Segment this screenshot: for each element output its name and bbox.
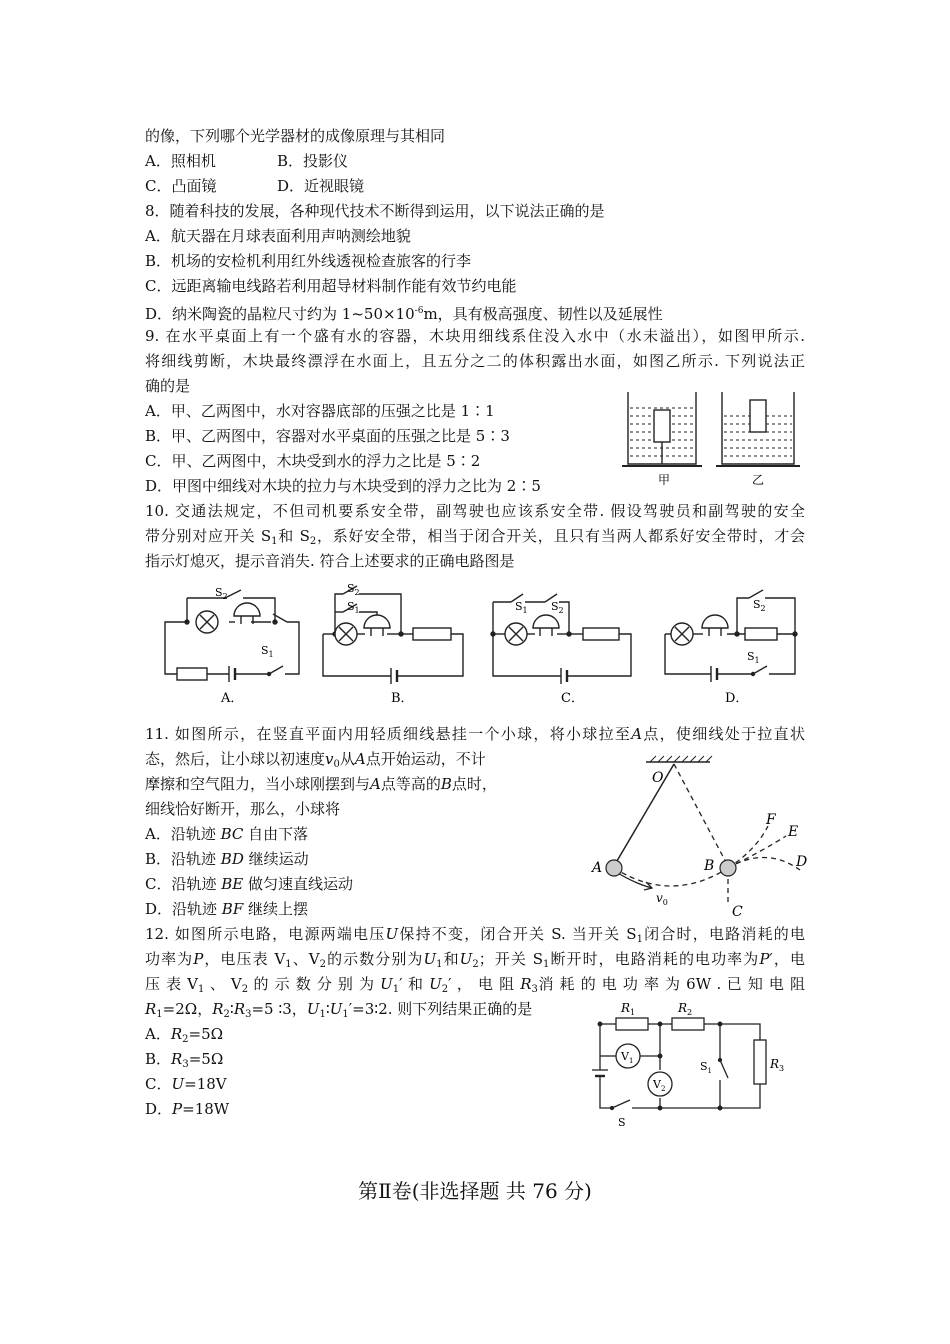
q12-s2P2: P <box>759 950 770 968</box>
q12-s3f: 消 耗 的 电 功 率 为 6W . 已 知 电 阻 <box>537 975 805 993</box>
q11-option-c <box>145 872 353 896</box>
q8-d-pre: D．纳米陶瓷的晶粒尺寸约为 1~50×10 <box>145 305 415 323</box>
label-r3: $R_3$ <box>770 1057 785 1073</box>
q11-s2b: 从 <box>339 750 355 768</box>
q12-s2U2: U <box>459 950 473 968</box>
q11-b-post: 继续运动 <box>243 850 309 868</box>
q12-s3U2: U <box>429 975 442 993</box>
q12-s4c: =5 ∶3， <box>251 1000 307 1018</box>
circuit-b-s2: $S_2$ <box>347 582 360 597</box>
q12-s3e: ′ ， 电 阻 <box>448 975 515 993</box>
q12-s2n1c: 1 <box>543 959 550 970</box>
q11-a-pre: A．沿轨迹 <box>145 825 221 843</box>
q12-s2P: P <box>193 950 204 968</box>
pt-c: C <box>732 904 743 920</box>
label-b: B． <box>391 691 414 706</box>
q12-s4n1c: 1 <box>342 1009 349 1020</box>
q12-s4d: ∶ <box>325 1000 330 1018</box>
q12-s4b: ∶ <box>229 1000 234 1018</box>
q12-b-pre: B． <box>145 1050 172 1068</box>
q11-s3a: 摩擦和空气阻力，当小球刚摆到与 <box>145 775 371 793</box>
q10-sub2: 2 <box>309 536 317 547</box>
label-v1: $V_1$ <box>621 1050 634 1065</box>
q12-s3n1: 1 <box>198 984 205 995</box>
q7-options-row2 <box>145 174 365 198</box>
circuit-d-s1: $S_1$ <box>747 650 760 665</box>
label-d: D． <box>725 691 749 706</box>
q7-option-b: B．投影仪 <box>277 152 349 170</box>
q12-circuit-figure <box>588 998 788 1132</box>
pt-f: F <box>766 812 776 828</box>
label-jia: 甲 <box>658 473 671 487</box>
q11-d-post: 继续上摆 <box>243 900 309 918</box>
q12-d-post: =18W <box>182 1100 230 1118</box>
q10-sub1: 1 <box>271 536 278 547</box>
q11-s1c: 点，使细线处于拉直状 <box>642 725 805 743</box>
q12-d-pre: D． <box>145 1100 173 1118</box>
q11-s2v: v <box>325 750 334 768</box>
q12-s2b: ，电压表 V <box>203 950 286 968</box>
container-yi <box>716 392 800 466</box>
q11-b-em: BD <box>220 850 244 868</box>
q11-stem-line4: 细线恰好断开，那么，小球将 <box>145 800 341 818</box>
q12-s4n2: 2 <box>223 1009 230 1020</box>
q9-stem-line3: 确的是 <box>145 377 191 395</box>
q11-option-d <box>145 897 308 921</box>
q11-c-pre: C．沿轨迹 <box>145 875 222 893</box>
q11-s3c: 点等高的 <box>380 775 441 793</box>
q9-option-a: A．甲、乙两图中，水对容器底部的压强之比是 1∶1 <box>145 402 495 420</box>
q11-c-post: 做匀速直线运动 <box>243 875 354 893</box>
pt-a: A <box>592 860 603 876</box>
q12-s4a: =2Ω， <box>162 1000 213 1018</box>
q11-d-pre: D．沿轨迹 <box>145 900 222 918</box>
q11-s3e: 点时， <box>451 775 497 793</box>
q12-s3U1: U <box>380 975 393 993</box>
q12-c-pre: C． <box>145 1075 172 1093</box>
label-s: S <box>618 1116 626 1129</box>
q12-s2n2: 2 <box>319 959 327 970</box>
q12-s2a: 功率为 <box>145 950 194 968</box>
q11-stem-line3 <box>145 772 497 796</box>
q12-s1c: 闭合时，电路消耗的电 <box>642 925 805 943</box>
q11-s2d: 点开始运动，不计 <box>365 750 486 768</box>
q12-s2d: 的示数分别为 <box>326 950 424 968</box>
q12-c-post: =18V <box>184 1075 227 1093</box>
q11-s2vsub: 0 <box>333 759 340 770</box>
q8-option-a: A．航天器在月球表面利用声呐测绘地貌 <box>145 227 411 245</box>
q8-d-post: m，具有极高强度、韧性以及延展性 <box>423 305 663 323</box>
q8-option-c: C．远距离输电线路若利用超导材料制作能有效节约电能 <box>145 277 517 295</box>
q12-a-post: =5Ω <box>188 1025 224 1043</box>
q10-s2a: 带分别对应开关 S <box>145 527 272 545</box>
q10-stem-line3: 指示灯熄灭，提示音消失. 符合上述要求的正确电路图是 <box>145 552 515 570</box>
q12-b-em: R <box>171 1050 183 1068</box>
q7-option-d: D．近视眼镜 <box>277 177 365 195</box>
label-v2: $V_2$ <box>653 1078 666 1093</box>
q12-s4e: ′=3∶2. 则下列结果正确的是 <box>348 1000 533 1018</box>
q11-s1b: A <box>631 725 643 743</box>
q11-pendulum-figure <box>586 754 816 922</box>
q12-s3n2: 2 <box>241 984 249 995</box>
q12-s4n1: 1 <box>156 1009 163 1020</box>
q7-stem-tail: 的像，下列哪个光学器材的成像原理与其相同 <box>145 127 446 145</box>
q12-s3c: 的 示 数 分 别 为 <box>248 975 375 993</box>
circuit-a <box>165 590 299 682</box>
pt-e: E <box>788 824 799 840</box>
q9-option-b: B．甲、乙两图中，容器对水平桌面的压强之比是 5∶3 <box>145 427 510 445</box>
pt-v0: $v_0$ <box>656 891 668 907</box>
q12-s1U: U <box>385 925 399 943</box>
q10-circuit-figures <box>155 578 815 710</box>
q12-d-em: P <box>172 1100 183 1118</box>
q12-s4R3: R <box>233 1000 246 1018</box>
circuit-a-s1: $S_1$ <box>261 644 274 659</box>
circuit-a-s2: $S_2$ <box>215 586 228 601</box>
q11-stem-line1 <box>145 722 805 746</box>
q10-stem-line1: 10. 交通法规定，不但司机要系安全带，副驾驶也应该系安全带. 假设驾驶员和副驾驶的安全 <box>145 502 805 520</box>
q7-options-row1 <box>145 149 349 173</box>
q7-option-c: C．凸面镜 <box>145 177 217 195</box>
label-s1: $S_1$ <box>700 1060 713 1075</box>
q12-c-em: U <box>171 1075 185 1093</box>
q12-s2n1: 1 <box>285 959 292 970</box>
label-c: C． <box>561 691 584 706</box>
q12-s2U1: U <box>423 950 437 968</box>
q12-b-sub: 3 <box>182 1059 189 1070</box>
q12-s4U1: U <box>306 1000 320 1018</box>
q8-option-b: B．机场的安检机利用红外线透视检查旅客的行李 <box>145 252 472 270</box>
q11-a-em: BC <box>220 825 244 843</box>
q12-s3a: 压 表 V <box>145 975 199 993</box>
pt-b: B <box>704 858 715 874</box>
q11-s2c: A <box>354 750 366 768</box>
label-r1: $R_1$ <box>621 1001 636 1017</box>
q11-option-b <box>145 847 309 871</box>
q9-stem-line2: 将细线剪断，木块最终漂浮在水面上，且五分之二的体积露出水面，如图乙所示. 下列说法正 <box>145 352 805 370</box>
q12-s4U2: U <box>329 1000 343 1018</box>
q12-s4R1: R <box>145 1000 157 1018</box>
q9-stem-line1: 9. 在水平桌面上有一个盛有水的容器，木块用细线系住没入水中（水未溢出），如图甲所示. <box>145 327 805 345</box>
circuit-b-s1: $S_1$ <box>347 600 360 615</box>
q11-s1a: 11. 如图所示，在竖直平面内用轻质细线悬挂一个小球，将小球拉至 <box>145 725 632 743</box>
pt-d: D <box>796 854 808 870</box>
q12-s1a: 12. 如图所示电路，电源两端电压 <box>145 925 386 943</box>
q12-s2f: ；开关 S <box>478 950 543 968</box>
circuit-d-s2: $S_2$ <box>753 598 766 613</box>
q12-s1b: 保持不变，闭合开关 S. 当开关 S <box>398 925 637 943</box>
q12-s1sub: 1 <box>636 934 643 945</box>
q12-s2g: 断开时，电路消耗的电功率为 <box>549 950 760 968</box>
q12-s4n3: 3 <box>245 1009 252 1020</box>
q11-option-a <box>145 822 308 846</box>
q8-option-d <box>145 299 663 326</box>
q12-s2n1b: 1 <box>436 959 443 970</box>
q10-s2c: ，系好安全带，相当于闭合开关，且只有当两人都系好安全带时，才会 <box>316 527 805 545</box>
q12-s3R: R <box>520 975 532 993</box>
q9-container-figure <box>618 384 808 488</box>
q12-s3d: ′ 和 <box>399 975 424 993</box>
q8-stem: 8．随着科技的发展，各种现代技术不断得到运用，以下说法正确的是 <box>145 202 605 220</box>
q12-s2h: ′，电 <box>769 950 805 968</box>
circuit-c-s2: $S_2$ <box>551 600 564 615</box>
q12-option-c <box>145 1072 227 1096</box>
section-title: 第Ⅱ卷(非选择题 共 76 分) <box>358 1179 592 1203</box>
q11-a-post: 自由下落 <box>243 825 309 843</box>
q12-a-pre: A． <box>145 1025 171 1043</box>
q12-a-em: R <box>170 1025 183 1043</box>
q11-b-pre: B．沿轨迹 <box>145 850 221 868</box>
label-yi: 乙 <box>752 473 765 487</box>
q10-s2b: 和 S <box>277 527 310 545</box>
q12-s3b: 、 V <box>204 975 242 993</box>
q9-option-d: D．甲图中细线对木块的拉力与木块受到的浮力之比为 2∶5 <box>145 477 541 495</box>
pt-o: O <box>652 770 664 786</box>
q8-d-exponent: -6 <box>414 306 424 316</box>
label-a: A． <box>221 691 244 706</box>
q12-s3n1b: 1 <box>392 984 400 995</box>
q12-s3n3: 3 <box>531 984 538 995</box>
q12-b-post: =5Ω <box>188 1050 224 1068</box>
q12-s4R2: R <box>212 1000 224 1018</box>
q11-s3d: B <box>440 775 452 793</box>
q11-c-em: BE <box>221 875 244 893</box>
q12-s2c: 、V <box>291 950 320 968</box>
q12-s4n1b: 1 <box>319 1009 326 1020</box>
q11-d-em: BF <box>221 900 244 918</box>
q11-s2a: 态，然后，让小球以初速度 <box>145 750 326 768</box>
label-r2: $R_2$ <box>678 1001 693 1017</box>
q12-s2n2b: 2 <box>472 959 479 970</box>
circuit-c-s1: $S_1$ <box>515 600 528 615</box>
q9-option-c: C．甲、乙两图中，木块受到水的浮力之比是 5∶2 <box>145 452 481 470</box>
q12-s3n2b: 2 <box>441 984 449 995</box>
q12-a-sub: 2 <box>182 1034 189 1045</box>
q12-option-d <box>145 1097 229 1121</box>
q7-option-a: A．照相机 <box>145 152 216 170</box>
q11-s3b: A <box>370 775 381 793</box>
container-jia <box>622 392 702 466</box>
q12-s2e: 和 <box>442 950 460 968</box>
